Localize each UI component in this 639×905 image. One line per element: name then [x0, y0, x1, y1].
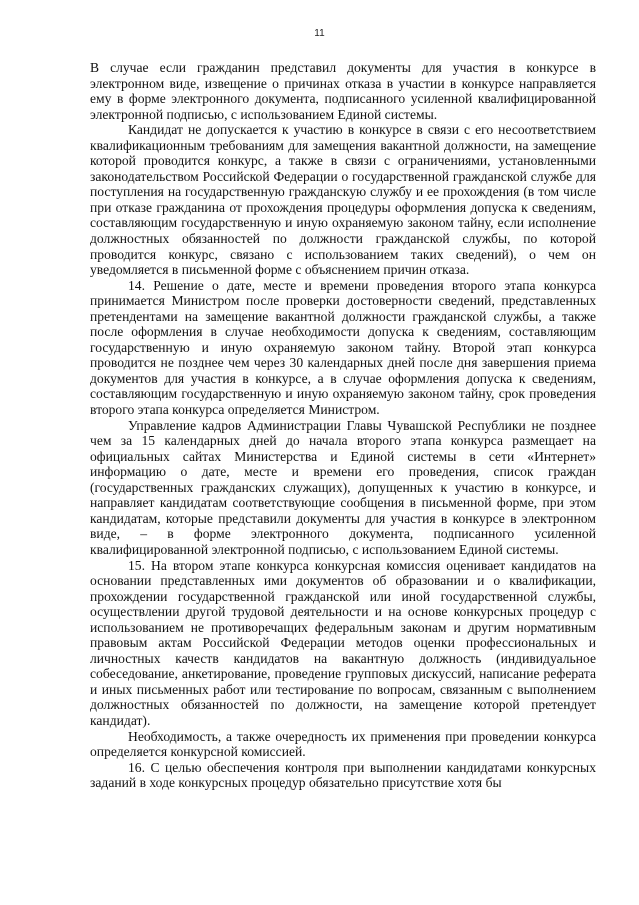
- paragraph-necessity: Необходимость, а также очередность их применения при проведении конкурса определяется конкурсной комиссией.: [90, 728, 596, 760]
- paragraph-1: В случае если гражданин представил документы для участия в конкурсе в электронном виде, извещение о причинах отказа в участии в конкурсе направляется ему в форме электронного документа, подписанного усиленной квалифицированной электронной подписью, с использованием Единой системы.: [90, 60, 596, 122]
- paragraph-14: 14. Решение о дате, месте и времени проведения второго этапа конкурса принимается Министром после проверки достоверности сведений, представленных претендентами на замещение вакантной должности гражданской службы, а также после оформления в случае необходимости допуска к сведениям, составляющим государственную и иную охраняемую законом тайну. Второй этап конкурса проводится не позднее чем через 30 календарных дней после дня завершения приема документов для участия в конкурсе, а в случае оформления допуска к сведениям, составляющим государственную и иную охраняемую законом тайну, срок проведения второго этапа конкурса определяется Министром.: [90, 277, 596, 418]
- document-body: [90, 60, 596, 791]
- paragraph-hr-announcement: Управление кадров Администрации Главы Чувашской Республики не позднее чем за 15 календарных дней до начала второго этапа конкурса размещает на официальных сайтах Министерства и Единой системы в сети «Интернет» информацию о дате, месте и времени его проведения, список граждан (государственных гражданских служащих), допущенных к участию в конкурсе, и направляет кандидатам соответствующие сообщения в письменной форме, при этом кандидатам, которые представили документы для участия в конкурсе в электронном виде, – в форме электронного документа, подписанного усиленной квалифицированной электронной подписью, с использованием Единой системы.: [90, 417, 596, 557]
- paragraph-15: 15. На втором этапе конкурса конкурсная комиссия оценивает кандидатов на основании представленных ими документов об образовании и о квалификации, прохождении государственной гражданской или иной государственной службы, осуществлении другой трудовой деятельности и на основе конкурсных процедур с использованием не противоречащих федеральным законам и другим нормативным правовым актам Российской Федерации методов оценки профессиональных и личностных качеств кандидатов на вакантную должность (индивидуальное собеседование, анкетирование, проведение групповых дискуссий, написание реферата и иных письменных работ или тестирование по вопросам, связанным с выполнением должностных обязанностей по должности, на замещение которой претендует кандидат).: [90, 557, 596, 728]
- paragraph-16: 16. С целью обеспечения контроля при выполнении кандидатами конкурсных заданий в ходе конкурсных процедур обязательно присутствие хотя бы: [90, 759, 596, 791]
- paragraph-2: Кандидат не допускается к участию в конкурсе в связи с его несоответствием квалификационным требованиям для замещения вакантной должности, на замещение которой проводится конкурс, а также в связи с ограничениями, установленными законодательством Российской Федерации о государственной гражданской службе для поступления на государственную гражданскую службу и ее прохождения (в том числе при отказе гражданина от прохождения процедуры оформления допуска к сведениям, составляющим государственную и иную охраняемую законом тайну, если исполнение должностных обязанностей по должности гражданской службы, по которой проводится конкурс, связано с использованием таких сведений), о чем он уведомляется в письменной форме с объяснением причин отказа.: [90, 122, 596, 278]
- page-number: 11: [314, 28, 325, 39]
